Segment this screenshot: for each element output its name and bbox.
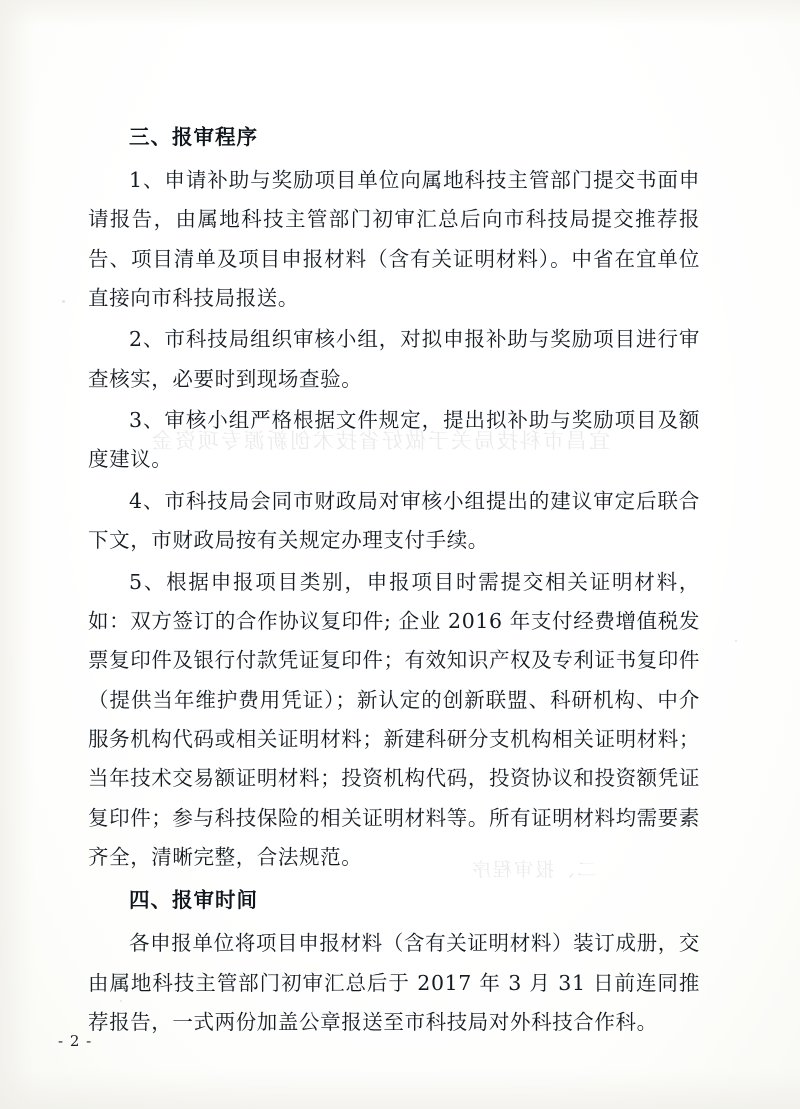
scan-speck xyxy=(62,300,65,303)
section-heading-4: 四、报审时间 xyxy=(129,888,258,913)
show-through-artifact-2: 二、报审程序 xyxy=(470,859,597,881)
paragraph-4-1: 各申报单位将项目申报材料（含有关证明材料）装订成册，交由属地科技主管部门初审汇总后于 2017 年 3 月 31 日前连同推荐报告，一式两份加盖公章报送至市科技局对外科技合作科。 xyxy=(88,931,700,1035)
paper-edge-shadow-left xyxy=(0,0,34,1109)
page-number: - 2 - xyxy=(58,1032,93,1050)
paragraph-3-3: 3、审核小组严格根据文件规定，提出拟补助与奖励项目及额度建议。 xyxy=(88,408,700,472)
document-body xyxy=(88,118,700,1044)
paragraph-3-1: 1、申请补助与奖励项目单位向属地科技主管部门提交书面申请报告，由属地科技主管部门初审汇总后向市科技局提交推荐报告、项目清单及项目申报材料（含有关证明材料）。中省在宜单位直接向市科技局报送。 xyxy=(88,167,700,311)
show-through-artifact-1: 宜昌市科技局关于做好省技术创新源专项资金 xyxy=(150,429,610,453)
paper-edge-shadow-top xyxy=(0,0,800,26)
paragraph-3-4: 4、市科技局会同市财政局对审核小组提出的建议审定后联合下文，市财政局按有关规定办理支付手续。 xyxy=(88,488,700,553)
paragraph-3-2: 2、市科技局组织审核小组，对拟申报补助与奖励项目进行审查核实，必要时到现场查验。 xyxy=(88,327,700,391)
section-heading-3: 三、报审程序 xyxy=(129,125,258,149)
paper-edge-shadow-bottom xyxy=(0,1069,800,1109)
scan-speck xyxy=(735,640,737,642)
paragraph-3-5: 5、根据申报项目类别，申报项目时需提交相关证明材料，如：双方签订的合作协议复印件; 企业 2016 年支付经费增值税发票复印件及银行付款凭证复印件；有效知识产权及专利证书复印件（提供当年维护费用凭证）；新认定的创新联盟、科研机构、中介服务机构代码或相关证明材料；新建科研分支机构相关证明材料；当年技术交易额证明材料；投资机构代码，投资协议和投资额凭证复印件；参与科技保险的相关证明材料等。所有证明材料均需要素齐全，清晰完整，合法规范。 xyxy=(88,569,700,870)
